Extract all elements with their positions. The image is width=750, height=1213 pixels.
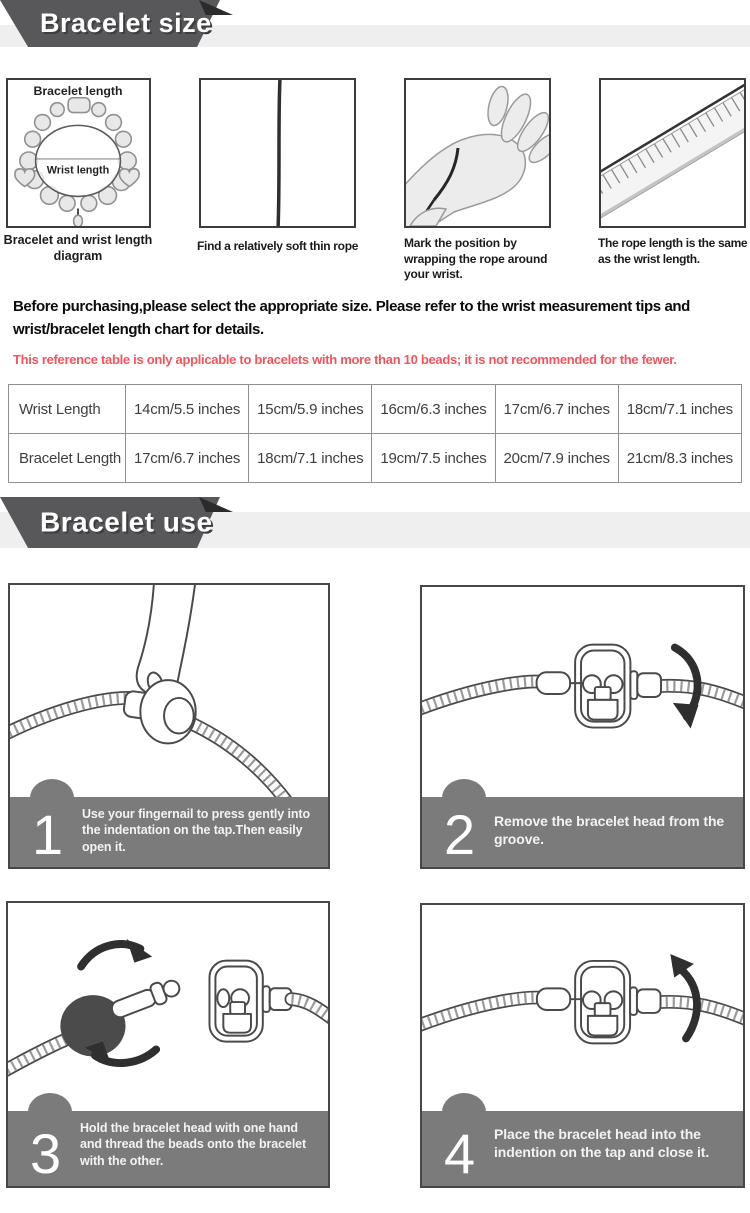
step-caption-bar bbox=[422, 1111, 743, 1186]
wrist-ellipse bbox=[36, 125, 121, 196]
table-row-bracelet-length bbox=[9, 434, 742, 483]
pin-icon bbox=[109, 976, 183, 1022]
section-title: Bracelet use bbox=[40, 505, 213, 537]
bracelet-illustration bbox=[8, 80, 149, 226]
figure-rope bbox=[199, 78, 356, 228]
step-number: 4 bbox=[444, 1122, 476, 1185]
dangle-charm-icon bbox=[74, 215, 83, 226]
step-caption-bar bbox=[8, 1111, 328, 1186]
row-header: Wrist Length bbox=[9, 385, 126, 434]
row-header: Bracelet Length bbox=[9, 434, 126, 483]
table-cell: 17cm/6.7 inches bbox=[126, 434, 249, 483]
figure-caption: Mark the position by wrapping the rope around your wrist. bbox=[404, 236, 548, 282]
step-caption-bar bbox=[422, 797, 743, 867]
step2-illustration bbox=[422, 587, 743, 799]
step-caption-bar bbox=[10, 797, 328, 867]
table-cell: 15cm/5.9 inches bbox=[249, 385, 372, 434]
size-table bbox=[8, 384, 742, 483]
step-panel-1 bbox=[8, 583, 330, 869]
clasp-icon bbox=[209, 961, 262, 1042]
table-cell: 18cm/7.1 inches bbox=[618, 385, 741, 434]
hands-icon bbox=[406, 80, 549, 226]
step-panel-4 bbox=[420, 903, 745, 1188]
table-row-wrist-length bbox=[9, 385, 742, 434]
table-cell: 19cm/7.5 inches bbox=[372, 434, 495, 483]
step-text: Use your fingernail to press gently into the indentation on the tap.Then easily open it. bbox=[82, 807, 310, 854]
step-text: Hold the bracelet head with one hand and thread the beads onto the bracelet with the other. bbox=[80, 1121, 307, 1168]
section-header-bracelet-use bbox=[0, 497, 236, 548]
figure-bracelet-diagram bbox=[6, 78, 151, 228]
table-cell: 18cm/7.1 inches bbox=[249, 434, 372, 483]
table-cell: 21cm/8.3 inches bbox=[618, 434, 741, 483]
figure-caption: Bracelet and wrist length diagram bbox=[3, 233, 153, 264]
section-header-bracelet-size bbox=[0, 0, 236, 47]
step-panel-2 bbox=[420, 585, 745, 869]
table-cell: 17cm/6.7 inches bbox=[495, 385, 618, 434]
step-number: 3 bbox=[30, 1122, 62, 1185]
step-number: 1 bbox=[32, 803, 64, 866]
rope-icon bbox=[201, 80, 354, 226]
wrist-length-label: Wrist length bbox=[46, 164, 110, 177]
intro-text: Before purchasing,please select the appropriate size. Please refer to the wrist measurement tips and wrist/bracelet length chart for details. bbox=[13, 298, 690, 338]
section-title: Bracelet size bbox=[40, 7, 212, 38]
warning-text: This reference table is only applicable to bracelets with more than 10 beads; it is not recommended for the fewer. bbox=[13, 352, 677, 367]
step-text: Remove the bracelet head from the groove. bbox=[494, 813, 725, 848]
step3-illustration bbox=[8, 903, 328, 1113]
table-cell: 16cm/6.3 inches bbox=[372, 385, 495, 434]
figure-wrap-wrist bbox=[404, 78, 551, 228]
step4-illustration bbox=[422, 905, 743, 1113]
step-panel-3 bbox=[6, 901, 330, 1188]
step-number: 2 bbox=[444, 803, 476, 866]
bracelet-length-label: Bracelet length bbox=[33, 83, 123, 98]
table-cell: 14cm/5.5 inches bbox=[126, 385, 249, 434]
figure-caption: The rope length is the same as the wrist length. bbox=[598, 236, 748, 266]
figure-caption: Find a relatively soft thin rope bbox=[197, 239, 359, 253]
ruler-icon bbox=[601, 80, 744, 226]
figure-ruler bbox=[599, 78, 746, 228]
step1-illustration bbox=[10, 585, 328, 799]
table-cell: 20cm/7.9 inches bbox=[495, 434, 618, 483]
step-text: Place the bracelet head into the indention on the tap and close it. bbox=[494, 1126, 710, 1161]
clasp-icon bbox=[68, 98, 90, 113]
